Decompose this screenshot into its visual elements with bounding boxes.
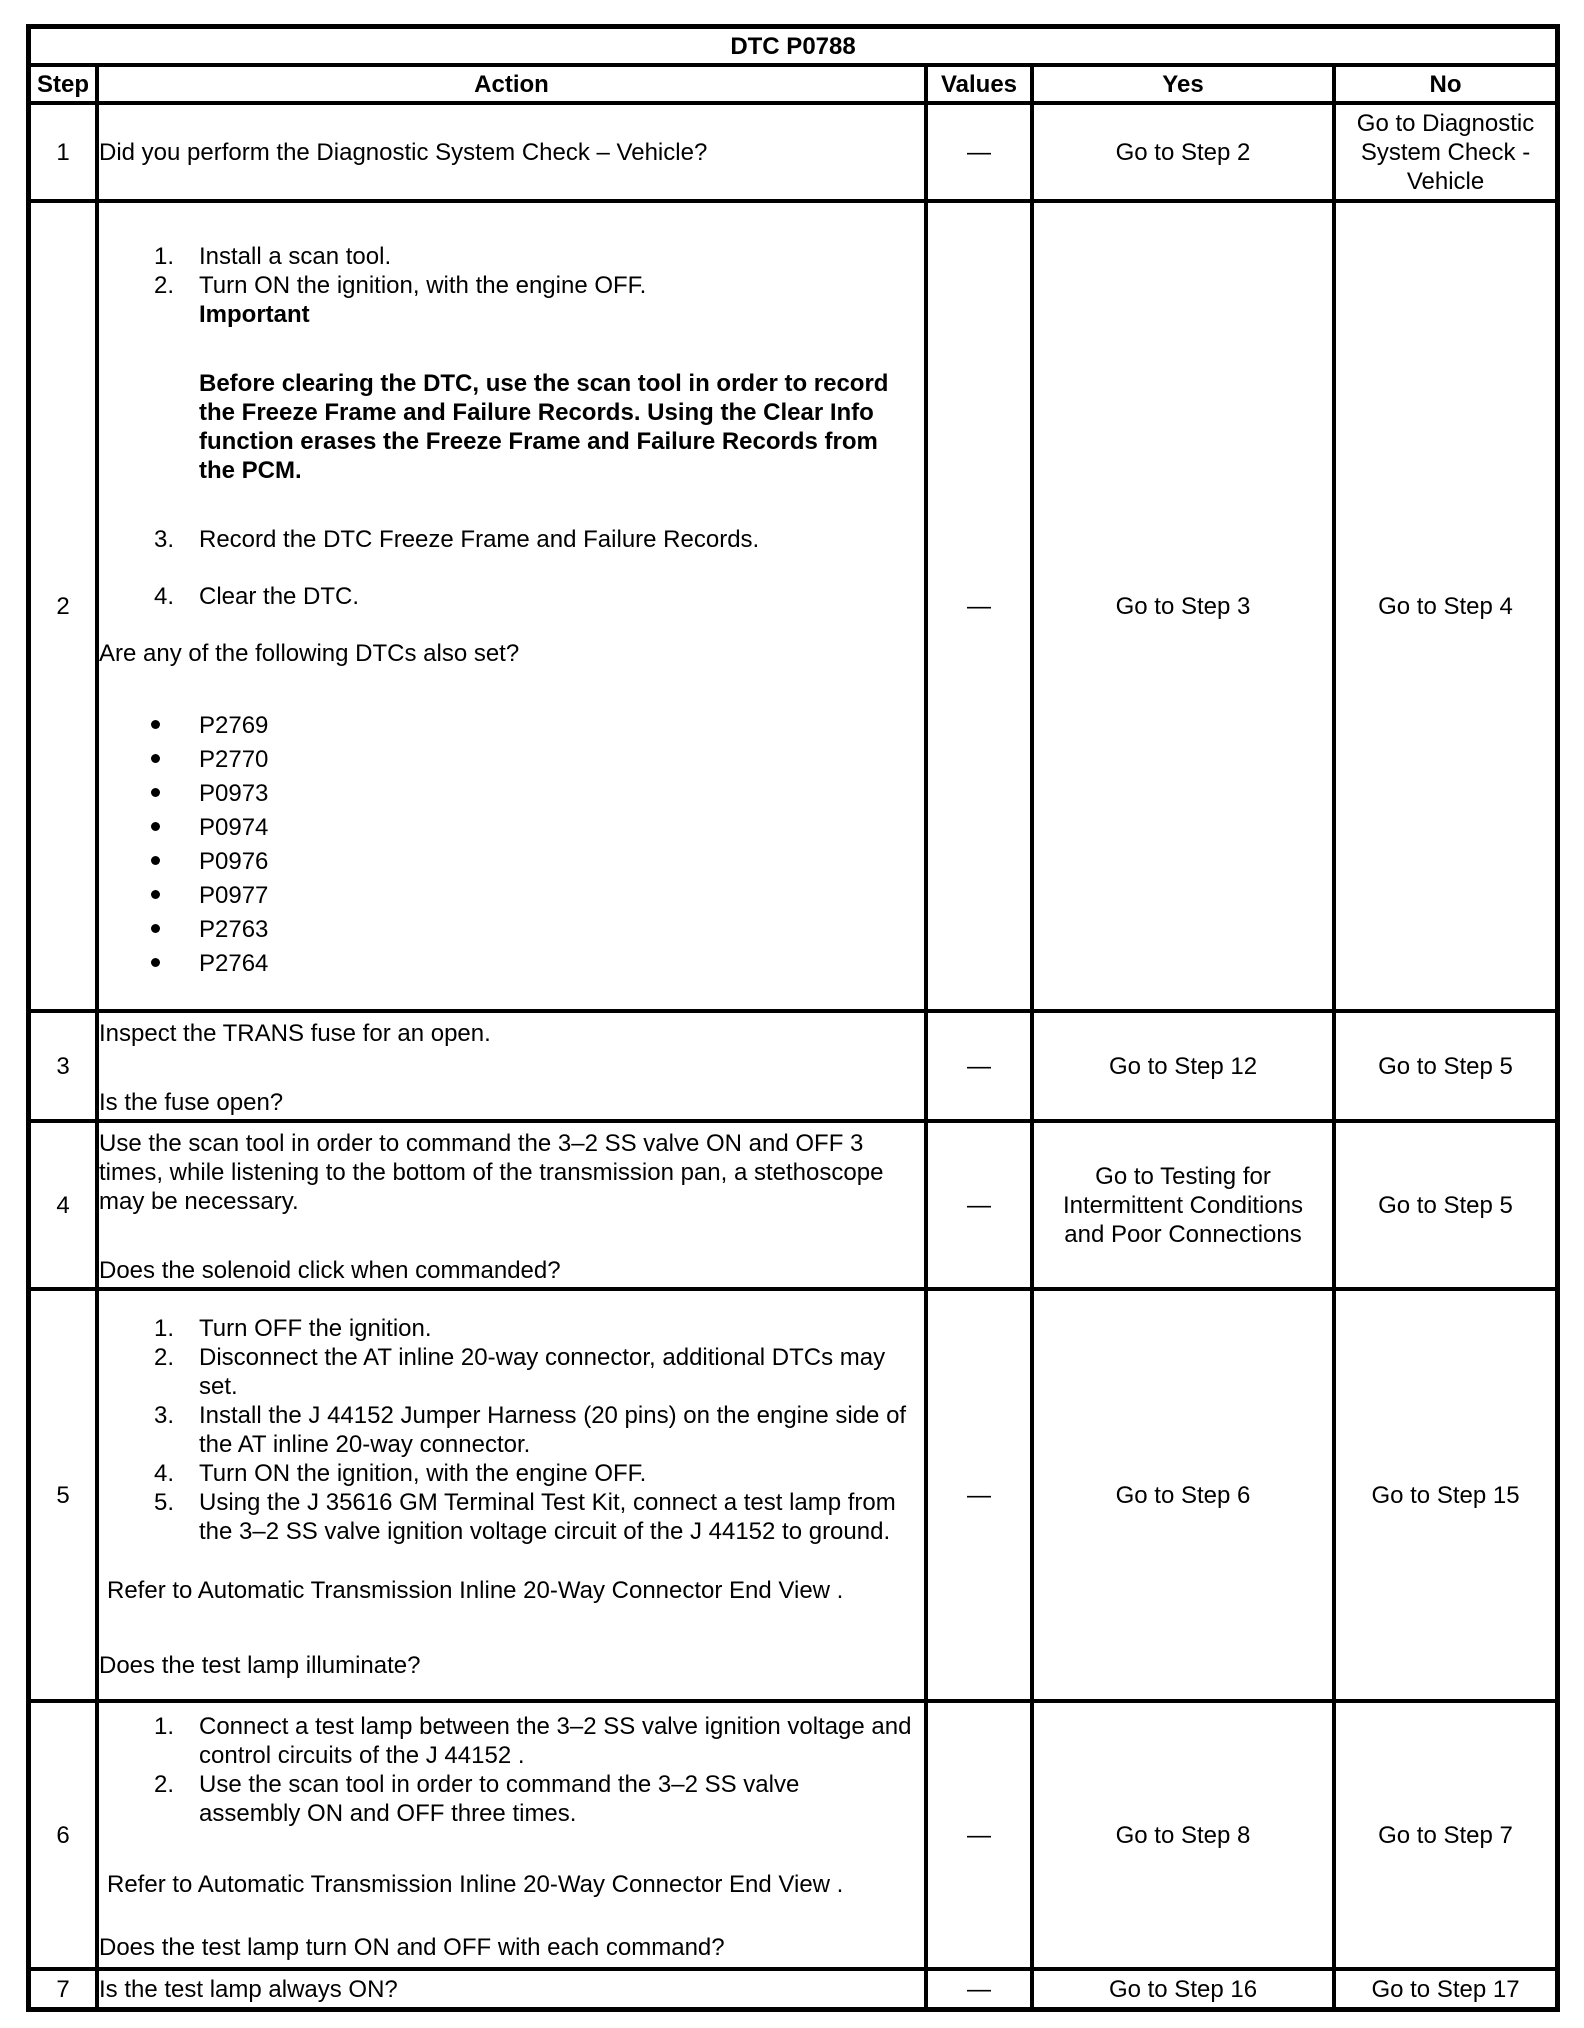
important-note: Before clearing the DTC, use the scan tool in order to record the Freeze Frame and Failure Records. Using the Clear Info function erases the Freeze Frame and Failure Records from the PCM. bbox=[199, 370, 889, 484]
no-link[interactable]: Go to Step 15 bbox=[1334, 1289, 1557, 1701]
yes-line: and Poor Connections bbox=[1064, 1220, 1302, 1248]
values-cell: — bbox=[926, 1289, 1032, 1701]
action-cell bbox=[97, 103, 926, 201]
list-item: 3. Record the DTC Freeze Frame and Failure Records. bbox=[153, 526, 760, 553]
list-item: 1. Install a scan tool. bbox=[153, 243, 392, 270]
list-item: 1. Turn OFF the ignition. bbox=[153, 1315, 432, 1342]
list-item: 2. Use the scan tool in order to command the 3–2 SS valve assembly ON and OFF three times. bbox=[153, 1771, 800, 1827]
yes-line: Go to Testing for bbox=[1095, 1162, 1271, 1190]
yes-link[interactable]: Go to Step 6 bbox=[1032, 1289, 1334, 1701]
action-cell bbox=[97, 1121, 926, 1289]
action-cell bbox=[97, 1969, 926, 2009]
header-values: Values bbox=[926, 65, 1032, 103]
action-question: Are any of the following DTCs also set? bbox=[99, 640, 520, 667]
action-question: Does the solenoid click when commanded? bbox=[99, 1257, 561, 1284]
list-item: P2764 bbox=[199, 949, 269, 977]
no-link[interactable]: Go to Step 5 bbox=[1334, 1011, 1557, 1121]
table-row-step-6 bbox=[29, 1701, 1557, 1969]
yes-link[interactable]: Go to Step 16 bbox=[1032, 1969, 1334, 2009]
table-row-step-1 bbox=[29, 103, 1557, 201]
action-question: Does the test lamp illuminate? bbox=[99, 1652, 421, 1679]
list-item: P2770 bbox=[199, 745, 269, 773]
values-cell: — bbox=[926, 1701, 1032, 1969]
values-cell: — bbox=[926, 103, 1032, 201]
table-row-step-5 bbox=[29, 1289, 1557, 1701]
step-number: 1 bbox=[29, 103, 97, 201]
table-row-step-4 bbox=[29, 1121, 1557, 1289]
header-no: No bbox=[1334, 65, 1557, 103]
list-item: P2769 bbox=[199, 711, 269, 739]
list-item: 2. Turn ON the ignition, with the engine OFF. Important Before clearing the DTC, use the scan tool in order to record the Freeze Frame and Failure Records. Using the Clear Info function erases the Freeze Frame and Failure Records from the PCM. bbox=[99, 271, 924, 485]
dtc-document bbox=[26, 24, 1560, 2012]
no-line: System Check - bbox=[1360, 138, 1531, 166]
table-row-step-7 bbox=[29, 1969, 1557, 2009]
step-number: 3 bbox=[29, 1011, 97, 1121]
dtc-list bbox=[99, 708, 924, 980]
action-cell bbox=[97, 1011, 926, 1121]
no-link[interactable] bbox=[1334, 103, 1557, 201]
action-question: Does the test lamp turn ON and OFF with each command? bbox=[99, 1934, 725, 1961]
list-item: 4. Turn ON the ignition, with the engine OFF. bbox=[153, 1460, 647, 1487]
procedure-list bbox=[99, 242, 924, 611]
values-cell: — bbox=[926, 1121, 1032, 1289]
important-label: Important bbox=[199, 301, 310, 328]
action-cell bbox=[97, 1701, 926, 1969]
list-item: P0974 bbox=[199, 813, 269, 841]
no-link[interactable]: Go to Step 7 bbox=[1334, 1701, 1557, 1969]
table-header-row bbox=[29, 65, 1557, 103]
yes-link[interactable] bbox=[1032, 1121, 1334, 1289]
yes-link[interactable]: Go to Step 3 bbox=[1032, 201, 1334, 1011]
step-number: 2 bbox=[29, 201, 97, 1011]
no-line: Vehicle bbox=[1406, 167, 1485, 195]
table-title-row bbox=[29, 27, 1557, 65]
action-text: Use the scan tool in order to command the 3–2 SS valve ON and OFF 3 times, while listening to the bottom of the transmission pan, a stethoscope may be necessary. bbox=[99, 1130, 884, 1215]
header-yes: Yes bbox=[1032, 65, 1334, 103]
yes-link[interactable]: Go to Step 12 bbox=[1032, 1011, 1334, 1121]
yes-line: Intermittent Conditions bbox=[1062, 1191, 1304, 1219]
action-question: Is the fuse open? bbox=[99, 1089, 284, 1116]
dtc-table bbox=[26, 24, 1560, 2012]
no-link[interactable]: Go to Step 5 bbox=[1334, 1121, 1557, 1289]
list-item: P0976 bbox=[199, 847, 269, 875]
table-row-step-3 bbox=[29, 1011, 1557, 1121]
action-question: Did you perform the Diagnostic System Check – Vehicle? bbox=[99, 138, 708, 166]
header-step: Step bbox=[29, 65, 97, 103]
procedure-list bbox=[99, 1712, 924, 1828]
list-item: P0977 bbox=[199, 881, 269, 909]
step-number: 7 bbox=[29, 1969, 97, 2009]
table-title: DTC P0788 bbox=[29, 27, 1557, 65]
list-item: 3. Install the J 44152 Jumper Harness (20 pins) on the engine side of the AT inline 20-way connector. bbox=[153, 1402, 907, 1458]
step-number: 6 bbox=[29, 1701, 97, 1969]
values-cell: — bbox=[926, 1011, 1032, 1121]
step-number: 5 bbox=[29, 1289, 97, 1701]
list-item: P0973 bbox=[199, 779, 269, 807]
action-cell bbox=[97, 1289, 926, 1701]
list-item: 1. Connect a test lamp between the 3–2 SS valve ignition voltage and control circuits of the J 44152 . bbox=[153, 1713, 912, 1769]
reference-link[interactable]: Refer to Automatic Transmission Inline 20-Way Connector End View . bbox=[107, 1577, 844, 1604]
action-cell bbox=[97, 201, 926, 1011]
action-text: Inspect the TRANS fuse for an open. bbox=[99, 1020, 491, 1047]
list-item: 5. Using the J 35616 GM Terminal Test Kit, connect a test lamp from the 3–2 SS valve ignition voltage circuit of the J 44152 to ground. bbox=[153, 1489, 896, 1545]
step-number: 4 bbox=[29, 1121, 97, 1289]
header-action: Action bbox=[97, 65, 926, 103]
table-row-step-2 bbox=[29, 201, 1557, 1011]
procedure-list bbox=[99, 1314, 924, 1546]
yes-link[interactable]: Go to Step 2 bbox=[1032, 103, 1334, 201]
values-cell: — bbox=[926, 1969, 1032, 2009]
list-item: P2763 bbox=[199, 915, 269, 943]
action-question: Is the test lamp always ON? bbox=[99, 1975, 398, 2003]
no-link[interactable]: Go to Step 4 bbox=[1334, 201, 1557, 1011]
no-line: Go to Diagnostic bbox=[1356, 109, 1535, 137]
yes-link[interactable]: Go to Step 8 bbox=[1032, 1701, 1334, 1969]
list-item: 2. Disconnect the AT inline 20-way connector, additional DTCs may set. bbox=[153, 1344, 886, 1400]
values-cell: — bbox=[926, 201, 1032, 1011]
reference-link[interactable]: Refer to Automatic Transmission Inline 20-Way Connector End View . bbox=[107, 1871, 844, 1898]
no-link[interactable]: Go to Step 17 bbox=[1334, 1969, 1557, 2009]
list-item: 4. Clear the DTC. bbox=[153, 583, 360, 610]
